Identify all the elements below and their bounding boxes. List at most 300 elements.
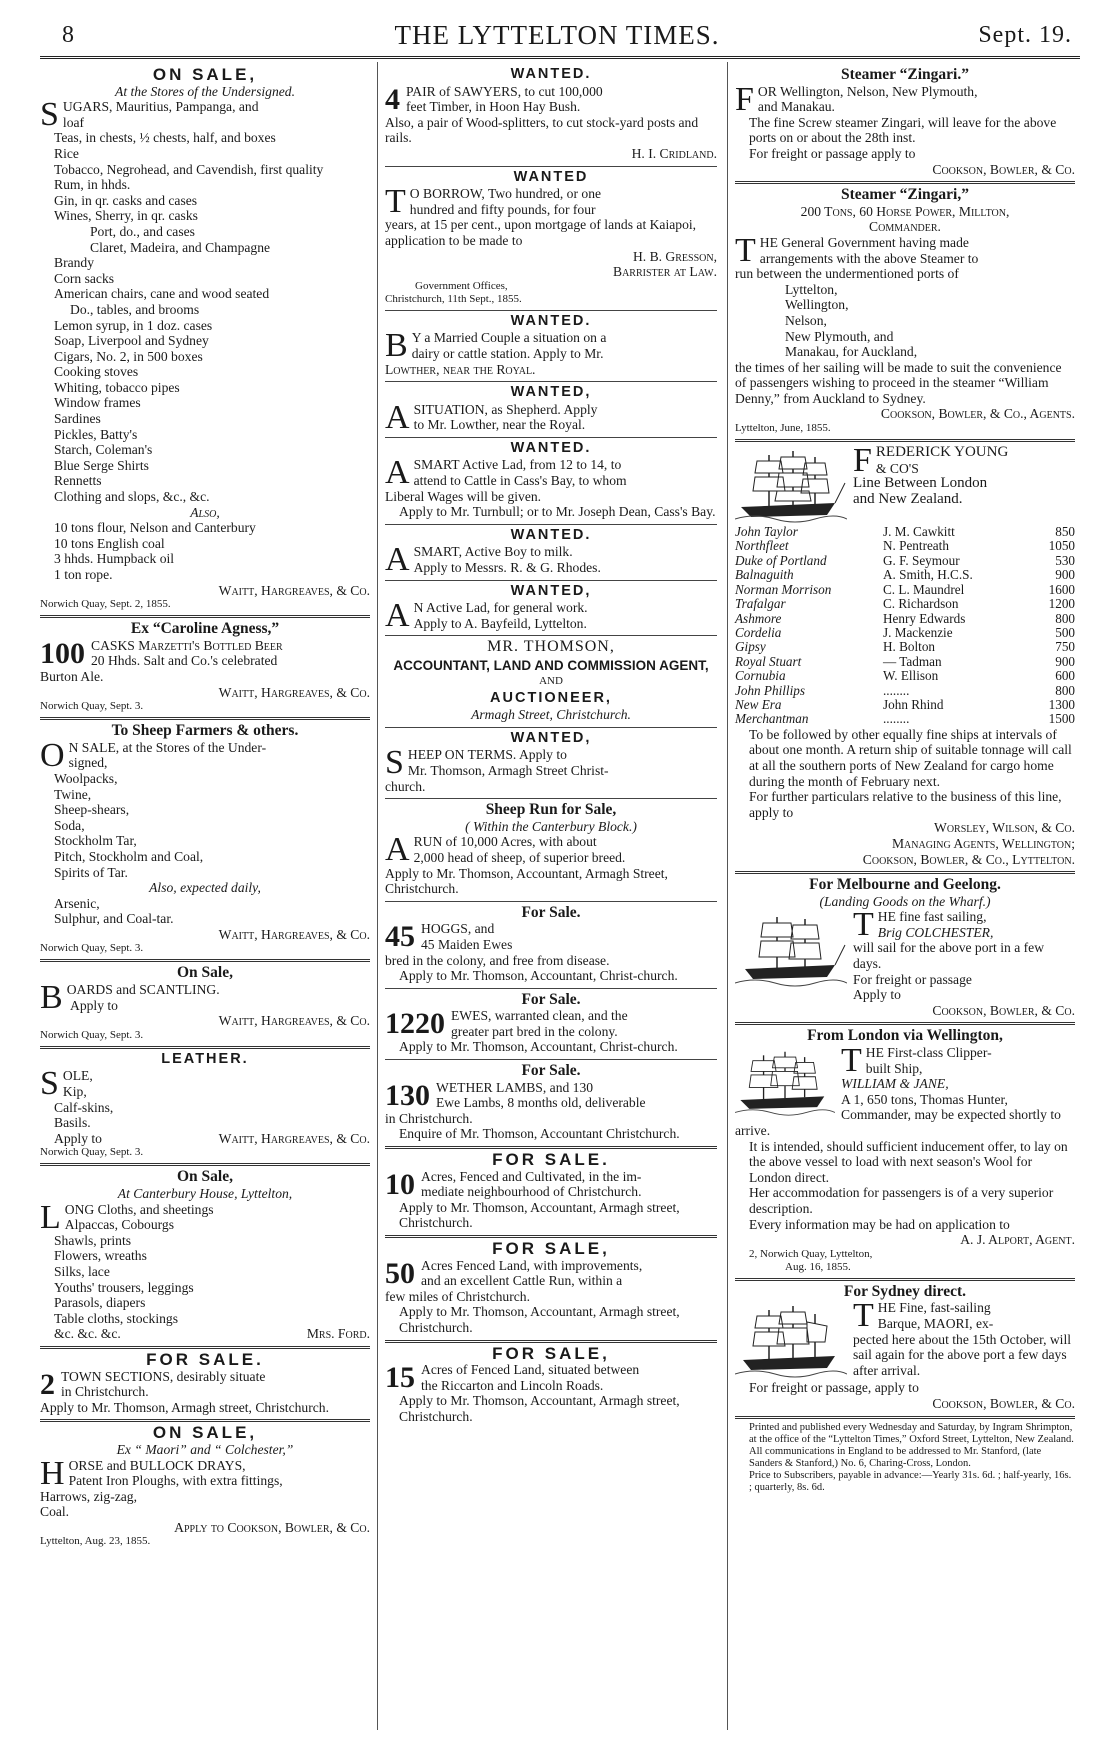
list-item: Wines, Sherry, in qr. casks [54,208,198,224]
imprint-line: Printed and published every Wednesday and Saturday, by Ingram Shrimpton, at the office of the “Lyttelton Times,” Oxford Street, Lyttelton, New Zealand. [749,1421,1074,1445]
signature: Apply to Cookson, Bowler, & Co. [174,1519,370,1535]
ad-horse-drays [40,1425,370,1548]
table-row [735,612,1075,626]
ad-subheading: ( Within the Canterbury Block.) [465,818,637,834]
ad-line: HE General Government having made [759,234,969,250]
ad-line: It is intended, should sufficient inducement offer, to lay on the above vessel to load with next season's Wool for London direct. [749,1138,1068,1185]
table-row [735,640,1075,654]
ship-captain: W. Ellison [883,668,939,684]
column-divider [377,62,378,1730]
ad-leather [40,1052,370,1160]
ad-line: Apply to Mr. Thomson, Accountant, Christ-church. [399,1039,678,1055]
port-item: Wellington, [785,297,849,313]
ad-heading: ON SALE, [152,65,258,84]
signature: Waitt, Hargreaves, & Co. [218,926,370,942]
list-item: Teas, in chests, ½ chests, half, and boxes [54,130,276,146]
ad-title: AUCTIONEER, [490,689,612,706]
ship-tons: 1600 [1048,581,1075,597]
ad-line: arrangements with the above Steamer to [759,250,979,266]
signature: Cookson, Bowler, & Co. [932,1002,1075,1018]
ship-tons: 1200 [1048,596,1075,612]
drop-cap: A [385,454,410,492]
ad-heading: WANTED, [510,384,592,401]
ad-wether-lambs [385,1063,717,1142]
ad-married-couple [385,314,717,377]
signature: Cookson, Bowler, & Co. [932,1395,1075,1411]
list-item: Woolpacks, [54,770,118,786]
ad-line: Apply to A. Bayfeild, Lyttelton. [413,615,587,631]
dateline: Government Offices, [415,279,508,292]
ad-line: Acres, Fenced and Cultivated, in the im- [421,1168,642,1184]
ad-line: the Riccarton and Lincoln Roads. [421,1377,604,1393]
dateline: 2, Norwich Quay, Lyttelton, [749,1247,873,1260]
dateline: Lyttelton, June, 1855. [735,422,831,435]
ad-line: OLE, [62,1068,93,1084]
ad-line: Apply to [853,987,901,1003]
ad-line: Ewe Lambs, 8 months old, deliverable [436,1095,646,1111]
ad-heading: From London via Wellington, [807,1027,1003,1045]
list-item: Blue Serge Shirts [54,457,149,473]
drop-cap: F [735,80,754,118]
list-item: American chairs, cane and wood seated [54,286,270,302]
ship-tons: 750 [1055,639,1075,655]
ad-line: REDERICK YOUNG [875,444,1009,461]
table-row [735,684,1075,698]
signature: H. B. Gresson, [632,248,717,264]
ad-line: years, at 15 per cent., upon mortgage of lands at Kaiapoi, application to be made to [385,217,697,248]
ad-heading: WANTED, [510,729,592,746]
ship-captain: H. Bolton [883,639,936,655]
list-item: Sulphur, and Coal-tar. [54,911,174,927]
ad-line: mediate neighbourhood of Christchurch. [421,1184,642,1200]
port-item: Lyttelton, [785,281,838,297]
ship-tons: 500 [1055,624,1075,640]
ad-line: SITUATION, as Shepherd. Apply [413,401,598,417]
ship-captain: J. M. Cawkitt [883,524,955,540]
list-item: Soap, Liverpool and Sydney [54,333,209,349]
ad-line: Apply to Mr. Thomson, Armagh street, Christchurch. [40,1399,329,1415]
dateline: Christchurch, 11th Sept., 1855. [385,292,522,305]
sailing-ship-icon [735,1047,835,1119]
list-item: Rum, in hhds. [54,177,131,193]
drop-cap: T [735,231,756,269]
signature: H. I. Cridland. [631,145,717,161]
ship-tons: 800 [1055,682,1075,698]
ad-heading: On Sale, [177,964,233,982]
imprint-line: All communications in England to be addressed to Mr. Stanford, (late Sanders & Stanford,) No. 6, Charing-Cross, London. [749,1445,1042,1469]
ship-name: Trafalgar [735,596,786,612]
ad-line: Lowther, near the Royal. [385,361,536,377]
ad-active-boy [385,526,717,579]
drop-cap: A [385,597,410,635]
ad-line: greater part bred in the colony. [451,1023,618,1039]
ship-name: Ashmore [735,610,782,626]
drop-cap: T [385,183,406,221]
ad-line: bred in the colony, and free from disease. [385,952,610,968]
ad-frederick-young [735,442,1075,867]
ad-heading: WANTED. [510,526,592,543]
ship-captain: A. Smith, H.C.S. [883,567,973,583]
ship-tons: 1500 [1048,711,1075,727]
drop-cap: O [40,736,65,774]
table-row [735,626,1075,640]
list-item: Gin, in qr. casks and cases [54,192,198,208]
ad-number: 10 [385,1167,415,1201]
list-item: Window frames [54,395,141,411]
signature: Cookson, Bowler, & Co., Agents. [880,406,1075,422]
ad-line: Apply to Mr. Thomson, Accountant, Christ-church. [399,968,678,984]
dateline: Norwich Quay, Sept. 3. [40,700,144,713]
drop-cap: T [853,906,874,944]
ship-name: Balnaguith [735,567,794,583]
ship-captain: John Rhind [883,696,944,712]
ad-line: SMART Active Lad, from 12 to 14, to [413,457,622,473]
table-row [735,583,1075,597]
list-item: Clothing and slops, &c., &c. [54,489,210,505]
ad-line: 20 Hhds. Salt and Co.'s celebrated [91,653,278,669]
list-item: Pitch, Stockholm and Coal, [54,848,204,864]
newspaper-title: THE LYTTELTON TIMES. [394,20,720,50]
list-item: Silks, lace [54,1263,110,1279]
ad-line: loaf [62,114,85,130]
ad-line: and an excellent Cattle Run, within a [421,1273,623,1289]
ship-name: Gipsy [735,639,766,655]
ad-line: Brig COLCHESTER, [877,924,994,940]
ad-number: 100 [40,636,85,670]
dateline: Norwich Quay, Sept. 3. [40,1146,144,1159]
ad-town-sections [40,1349,370,1415]
drop-cap: H [40,1454,65,1492]
ship-captain: J. Mackenzie [883,624,953,640]
also-label: Also, expected daily, [149,880,261,896]
table-row [735,712,1075,726]
ad-number: 130 [385,1078,430,1112]
ad-line: TOWN SECTIONS, desirably situate [61,1368,266,1384]
ad-boards-scantling [40,965,370,1041]
ad-line: For freight or passage, apply to [749,1380,919,1396]
ad-melbourne-geelong [735,877,1075,1018]
ad-line: HEEP ON TERMS. Apply to [407,747,567,763]
ad-line: and New Zealand. [853,490,963,507]
ad-on-sale-stores [40,67,370,611]
list-item: 3 hhds. Humpback oil [54,551,175,567]
list-item: Whiting, tobacco pipes [54,379,180,395]
list-item: Do., tables, and brooms [70,301,200,317]
list-item: Tobacco, Negrohead, and Cavendish, first quality [54,161,324,177]
ad-line: Liberal Wages will be given. [385,488,542,504]
ad-line: the times of her sailing will be made to suit the convenience of passengers wishing to proceed in the steamer “William Denny,” from Auckland to Sydney. [735,359,1062,406]
ad-line: The fine Screw steamer Zingari, will leave for the above ports on or about the 28th inst. [749,114,1057,146]
ad-line: Mr. Thomson, Armagh Street Christ- [407,762,609,778]
etc-line [40,1326,370,1342]
list-item: Soda, [54,817,85,833]
ad-line: Alpaccas, Cobourgs [64,1217,175,1233]
list-item: Corn sacks [54,270,115,286]
apply-label: Apply to [54,1130,102,1146]
ad-line: PAIR of SAWYERS, to cut 100,000 [406,83,603,99]
ad-mr-thomson [385,639,717,722]
ad-line: Apply to Mr. Turnbull; or to Mr. Joseph Dean, Cass's Bay. [399,504,716,520]
ad-line: OR Wellington, Nelson, New Plymouth, [757,83,978,99]
ad-line: Apply to Mr. Thomson, Accountant, Armagh street, Christchurch. [399,1199,680,1231]
ad-heading: For Sydney direct. [843,1282,967,1300]
ad-line: Apply to Messrs. R. & G. Rhodes. [413,560,601,576]
ad-line: UGARS, Mauritius, Pampanga, and [62,99,259,115]
ship-captain: C. L. Maundrel [883,581,965,597]
drop-cap: B [40,979,63,1017]
ad-line: Burton Ale. [40,668,104,684]
ad-line: EWES, warranted clean, and the [451,1008,628,1024]
apply-line [40,1131,370,1147]
ad-line: A 1, 650 tons, Thomas Hunter, Commander, may be expected shortly to arrive. [735,1091,1061,1138]
signature: Cookson, Bowler, & Co., Lyttelton. [862,851,1075,867]
ad-heading: FOR SALE, [492,1343,610,1363]
sailing-ship-icon [735,911,847,989]
ad-heading: Steamer “Zingari,” [840,186,969,204]
ad-line: HOGGS, and [421,921,495,937]
ad-line: SMART, Active Boy to milk. [413,544,573,560]
issue-date: Sept. 19. [978,22,1072,48]
ship-captain: C. Richardson [883,596,959,612]
drop-cap: T [853,1297,874,1335]
ad-line: Apply to Mr. Thomson, Accountant, Armagh street, Christchurch. [399,1393,680,1424]
ad-line: pected here about the 15th October, will sail again for the above port a few days after arrival. [853,1331,1072,1378]
signature-title: Barrister at Law. [613,264,717,280]
ship-tons: 600 [1055,668,1075,684]
column-3 [735,64,1075,1494]
ad-heading: FOR SALE, [492,1239,610,1258]
ship-name: Duke of Portland [735,552,827,568]
ad-heading: For Sale. [521,990,581,1008]
signature: Waitt, Hargreaves, & Co. [218,1013,370,1029]
ad-line: Acres Fenced Land, with improvements, [421,1257,643,1273]
list-item: Port, do., and cases [90,223,195,239]
ad-line: For freight or passage [853,971,972,987]
drop-cap: F [853,442,872,480]
ship-name: Cornubia [735,668,786,684]
ship-name: Norman Morrison [735,581,832,597]
ad-line: dairy or cattle station. Apply to Mr. [411,345,604,361]
port-item: Nelson, [785,312,827,328]
ad-active-lad [385,582,717,635]
masthead-rule [40,56,1080,59]
ad-10-acres [385,1152,717,1231]
ad-line: For freight or passage apply to [749,145,916,161]
ad-line: Patent Iron Ploughs, with extra fittings, [68,1473,283,1489]
ad-line: built Ship, [865,1060,923,1076]
ad-ship-name: WILLIAM & JANE, [841,1076,949,1092]
ad-line: WETHER LAMBS, and 130 [436,1079,594,1095]
list-item: Brandy [54,255,95,271]
ship-captain: G. F. Seymour [883,552,960,568]
ad-number: 45 [385,920,415,954]
ad-number: 4 [385,82,400,116]
ad-heading: WANTED. [510,312,592,329]
table-row [735,554,1075,568]
ship-tons: 800 [1055,610,1075,626]
ad-line: Barque, MAORI, ex- [877,1315,994,1331]
ad-line: Acres of Fenced Land, situated between [421,1362,640,1378]
ship-captain: — Tadman [883,653,942,669]
signature: Worsley, Wilson, & Co. [933,820,1075,836]
ad-line: For further particulars relative to the business of this line, apply to [749,789,1062,820]
drop-cap: T [841,1042,862,1080]
list-item: Spirits of Tar. [54,864,128,880]
column-2 [385,64,717,1425]
ship-name: John Phillips [735,682,805,698]
ship-captain: ........ [883,711,910,727]
ad-heading: WANTED [513,168,589,185]
ad-line: in Christchurch. [61,1384,149,1400]
ad-address: Armagh Street, Christchurch. [471,707,631,723]
ship-list [735,525,1075,727]
ad-heading: For Sale. [521,903,581,921]
column-1 [40,64,370,1548]
dateline: Lyttelton, Aug. 23, 1855. [40,1535,151,1548]
masthead [0,14,1114,54]
ad-line: signed, [68,755,108,771]
ad-line: N Active Lad, for general work. [413,600,588,616]
ad-heading: Steamer “Zingari.” [840,66,969,83]
ad-sheep-on-terms [385,731,717,794]
ad-spec: 200 Tons, 60 Horse Power, Millton, [800,203,1010,219]
ad-and: AND [539,674,563,687]
sailing-ship-icon [735,1302,847,1380]
ad-line: feet Timber, in Hoon Hay Bush. [406,99,581,115]
list-item: Pickles, Batty's [54,426,138,442]
ad-line: HE First-class Clipper- [865,1045,992,1061]
ad-line: O BORROW, Two hundred, or one [409,186,602,202]
ad-canterbury-house [40,1169,370,1342]
ship-name: Royal Stuart [735,653,802,669]
ad-line: Coal. [40,1504,70,1520]
signature: Mrs. Ford. [306,1326,370,1342]
dateline: Norwich Quay, Sept. 2, 1855. [40,598,171,611]
ad-heading: FOR SALE. [492,1150,610,1170]
list-item: Parasols, diapers [54,1295,146,1311]
drop-cap: A [385,398,410,436]
ad-heading: WANTED, [510,582,592,599]
signature: Waitt, Hargreaves, & Co. [218,582,370,598]
list-item: Rennetts [54,473,102,489]
ad-line: To be followed by other equally fine ships at intervals of about one month. A return ship of suitable tonnage will call at all the southern ports of New Zealand for cargo home during the month of February next. [749,726,1072,789]
ad-line: OARDS and SCANTLING. [66,982,220,998]
ship-tons: 1300 [1048,696,1075,712]
list-item: Rice [54,145,79,161]
table-row [735,669,1075,683]
ad-line: hundred and fifty pounds, for four [409,201,596,217]
ad-hoggs [385,905,717,984]
ad-line: Her accommodation for passengers is of a very superior description. [749,1185,1054,1216]
ship-tons: 530 [1055,552,1075,568]
list-item: Twine, [54,786,92,802]
ad-line: few miles of Christchurch. [385,1288,530,1304]
ship-captain: N. Pentreath [883,538,949,554]
port-item: Manakau, for Auckland, [785,344,918,360]
imprint [735,1422,1075,1494]
ad-line: Every information may be had on application to [749,1216,1010,1232]
ad-number: 1220 [385,1007,445,1041]
ship-tons: 1050 [1048,538,1075,554]
ad-heading: LEATHER. [161,1050,249,1067]
dateline: Aug. 16, 1855. [785,1260,851,1273]
ad-shepherd [385,384,717,436]
signature: Cookson, Bowler, & Co. [932,161,1075,177]
dateline: Norwich Quay, Sept. 3. [40,942,144,955]
ad-line: run between the undermentioned ports of [735,266,959,282]
ad-line: N SALE, at the Stores of the Under- [68,739,267,755]
ad-line: in Christchurch. [385,1110,473,1126]
ship-name: New Era [735,696,782,712]
ad-line: to Mr. Lowther, near the Royal. [413,417,586,433]
ad-caroline-agness [40,621,370,713]
table-row [735,655,1075,669]
ad-line: Line Between London [853,475,988,492]
ad-line: ORSE and BULLOCK DRAYS, [68,1457,246,1473]
ad-heading: To Sheep Farmers & others. [111,722,299,740]
port-item: New Plymouth, and [785,328,894,344]
signature: Waitt, Hargreaves, & Co. [218,684,370,700]
table-row [735,597,1075,611]
list-item: Calf-skins, [54,1099,114,1115]
dateline: Norwich Quay, Sept. 3. [40,1028,144,1041]
ad-heading: ON SALE, [152,1423,258,1443]
list-item: Starch, Coleman's [54,442,153,458]
ad-steamer-zingari-1 [735,67,1075,177]
ad-line: Apply to Mr. Thomson, Accountant, Armagh Street, Christchurch. [385,865,668,897]
ad-line: 45 Maiden Ewes [421,936,513,952]
ad-william-jane [735,1028,1075,1273]
ad-line: Harrows, zig-zag, [40,1488,138,1504]
ad-subheading: Ex “ Maori” and “ Colchester,” [116,1441,294,1457]
ad-line: attend to Cattle in Cass's Bay, to whom [413,473,627,489]
list-item: Shawls, prints [54,1232,132,1248]
ad-number: 50 [385,1256,415,1290]
ad-heading: Sheep Run for Sale, [485,801,617,819]
sailing-ship-icon [735,447,847,525]
ad-subheading: At the Stores of the Undersigned. [115,83,295,99]
list-item: Basils. [54,1115,91,1131]
drop-cap: B [385,327,408,365]
list-item: Stockholm Tar, [54,833,137,849]
list-item: 10 tons flour, Nelson and Canterbury [54,520,256,536]
ad-heading: WANTED. [510,66,592,82]
etc-text: &c. &c. &c. [54,1326,121,1342]
ad-subheading: At Canterbury House, Lyttelton, [117,1186,293,1201]
signature: A. J. Alport, Agent. [960,1232,1075,1248]
table-row [735,568,1075,582]
ad-line: HE fine fast sailing, [877,909,987,925]
drop-cap: L [40,1198,61,1236]
ad-line: Also, a pair of Wood-splitters, to cut stock-yard posts and rails. [385,114,699,146]
list-item: Youths' trousers, leggings [54,1279,194,1295]
imprint-line: Price to Subscribers, payable in advance:—Yearly 31s. 6d. ; half-yearly, 16s. ; quarterly, 8s. 6d. [749,1469,1072,1493]
drop-cap: A [385,831,410,869]
ad-to-borrow [385,170,717,306]
table-row [735,525,1075,539]
ad-ewes [385,992,717,1055]
signature: Waitt, Hargreaves, & Co. [218,1130,370,1146]
ad-line: will sail for the above port in a few days. [853,940,1045,972]
drop-cap: S [385,744,404,782]
ship-name: John Taylor [735,524,798,540]
table-row [735,539,1075,553]
ad-50-acres [385,1241,717,1336]
ad-heading: For Melbourne and Geelong. [809,876,1001,894]
drop-cap: S [40,96,59,134]
list-item: 10 tons English coal [54,535,165,551]
drop-cap: A [385,541,410,579]
